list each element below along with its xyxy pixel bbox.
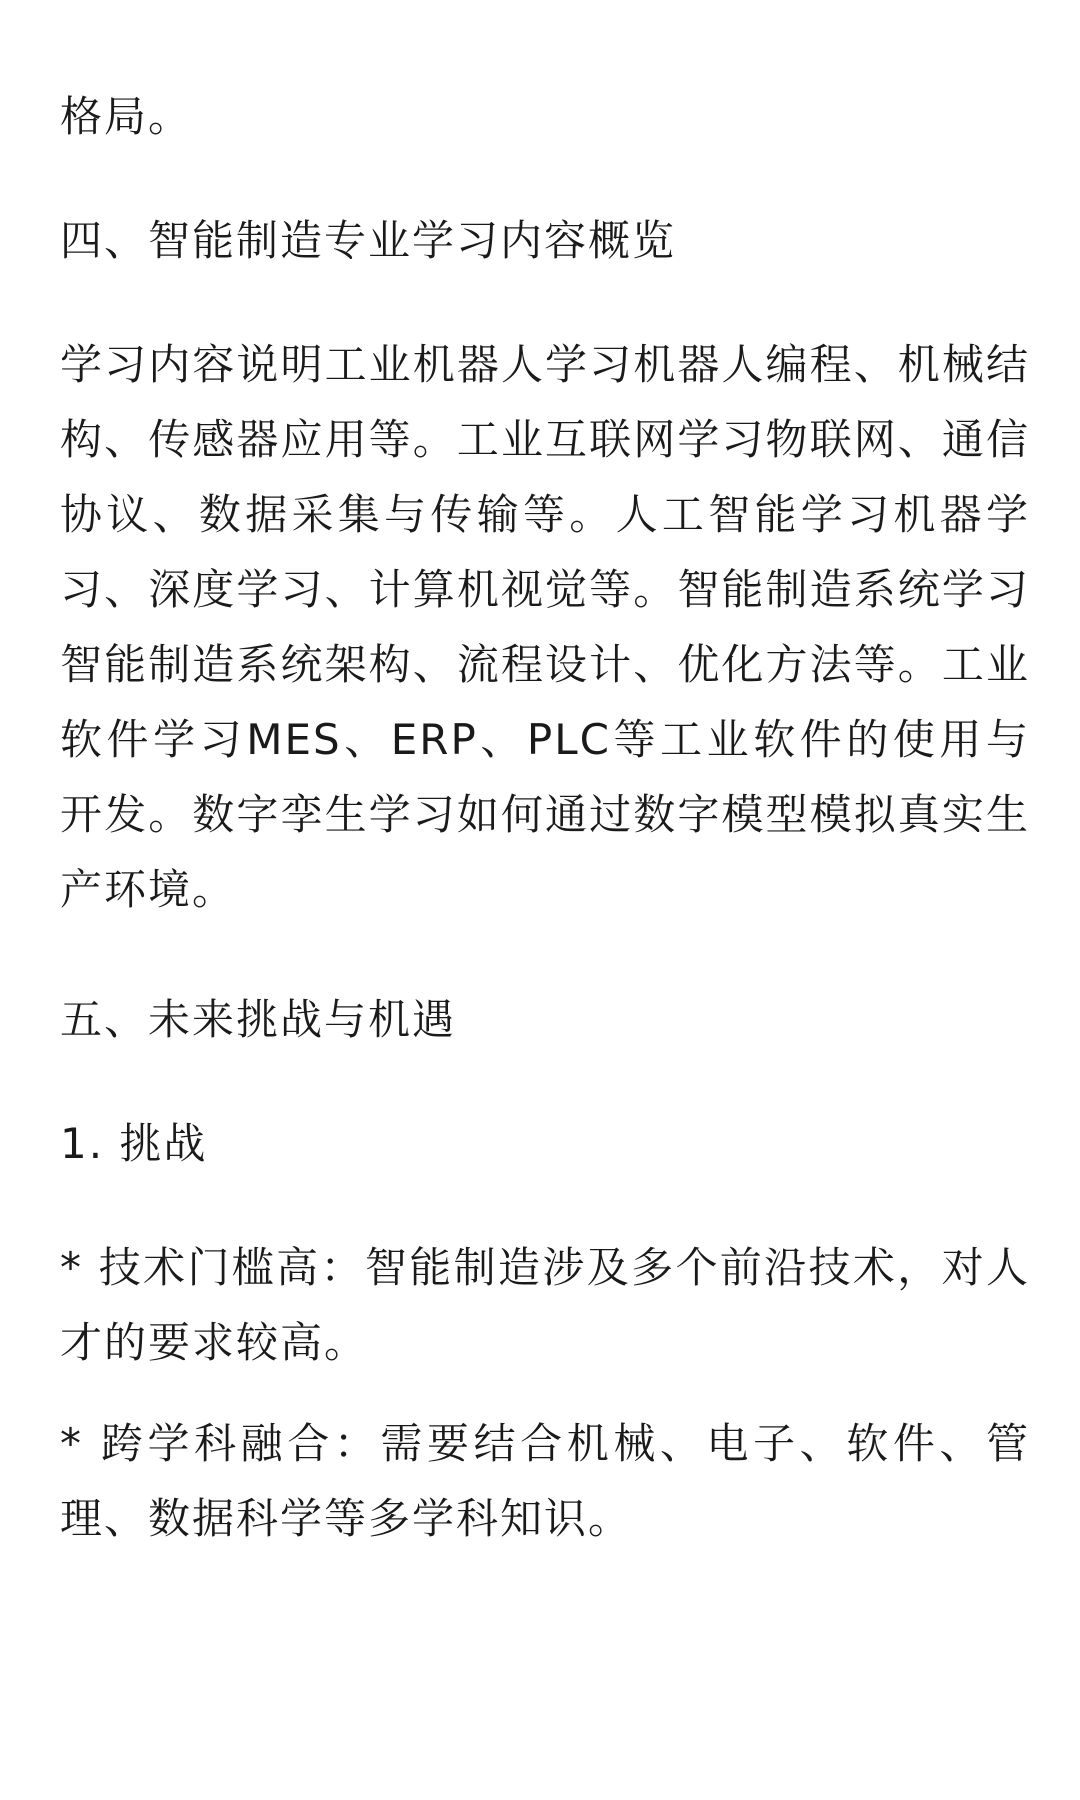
- paragraph-intro-tail: 格局。: [60, 92, 193, 141]
- bullet-item: * 技术门槛高：智能制造涉及多个前沿技术，对人才的要求较高。: [60, 1243, 1030, 1367]
- section-4-body: 学习内容说明工业机器人学习机器人编程、机械结构、传感器应用等。工业互联网学习物联网、通信协议、数据采集与传输等。人工智能学习机器学习、深度学习、计算机视觉等。智能制造系统学习智能制造系统架构、流程设计、优化方法等。工业软件学习MES、ERP、PLC等工业软件的使用与开发。数字孪生学习如何通过数字模型模拟真实生产环境。: [60, 340, 1030, 914]
- section-heading-4: 四、智能制造专业学习内容概览: [60, 216, 677, 265]
- bullet-item: * 跨学科融合：需要结合机械、电子、软件、管理、数据科学等多学科知识。: [60, 1419, 1030, 1543]
- section-heading-5: 五、未来挑战与机遇: [60, 995, 457, 1044]
- subheading-challenge: 1. 挑战: [60, 1119, 208, 1168]
